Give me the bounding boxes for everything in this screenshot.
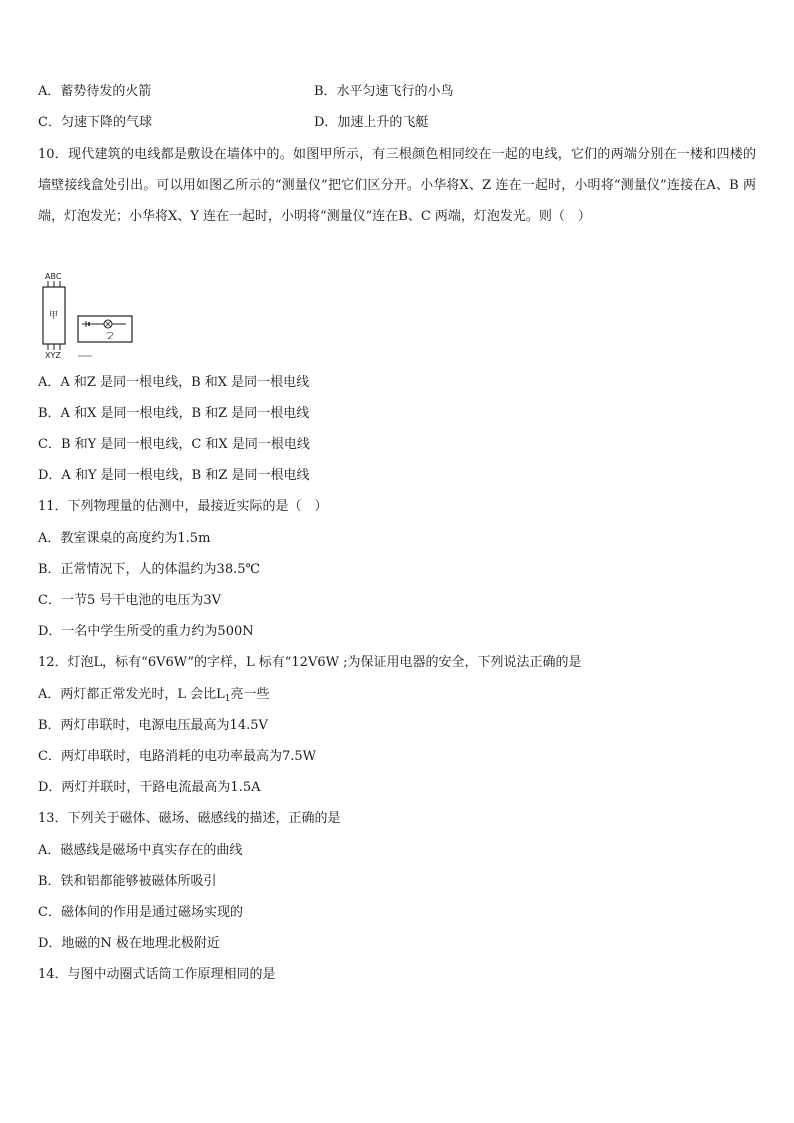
q10-option-d: D．A 和Y 是同一根电线，B 和Z 是同一根电线	[38, 468, 310, 483]
wire-diagram	[38, 270, 148, 360]
q11-stem: 11．下列物理量的估测中，最接近实际的是（ ）	[38, 499, 328, 514]
figure-meter-label: 乙	[106, 331, 114, 340]
q11-option-a: A．教室课桌的高度约为1.5m	[38, 531, 211, 546]
figure-bottom-label: XYZ	[45, 351, 61, 360]
q12-stem: 12．灯泡L，标有“6V6W”的字样，L 标有“12V6W ;为保证用电器的安全，下列说法正确的是	[38, 655, 582, 670]
q9-option-b: B．水平匀速飞行的小鸟	[314, 84, 454, 99]
q13-option-c: C．磁体间的作用是通过磁场实现的	[38, 905, 243, 920]
q12-option-c: C．两灯串联时，电路消耗的电功率最高为7.5W	[38, 749, 316, 764]
q9-option-c: C．匀速下降的气球	[38, 115, 152, 130]
q13-stem: 13．下列关于磁体、磁场、磁感线的描述，正确的是	[38, 811, 341, 826]
q9-option-d: D．加速上升的飞艇	[314, 115, 429, 130]
q11-option-d: D．一名中学生所受的重力约为500N	[38, 624, 254, 639]
q12-option-a-text: A．两灯都正常发光时，L 会比L	[38, 687, 225, 702]
tester-box-yi	[78, 316, 132, 342]
q12-option-b: B．两灯串联时，电源电压最高为14.5V	[38, 718, 268, 733]
q12-option-a-subscript: 1	[224, 694, 231, 704]
q11-option-b: B．正常情况下，人的体温约为38.5℃	[38, 562, 261, 577]
q14-stem: 14．与图中动圈式话筒工作原理相同的是	[38, 967, 276, 982]
q13-option-a: A．磁感线是磁场中真实存在的曲线	[38, 843, 243, 858]
q10-stem: 10．现代建筑的电线都是敷设在墙体中的。如图甲所示，有三根颜色相同绞在一起的电线，它们的两端分别在一楼和四楼的墙壁接线盒处引出。可以用如图乙所示的“测量仪”把它们区分开。小华将X、Z 连在一起时，小明将“测量仪”连接在A、B 两端，灯泡发光；小华将X、Y 连在一起时，小明将“测量仪”连在B、C 两端，灯泡发光。则（ ）	[38, 147, 756, 224]
q10-option-c: C．B 和Y 是同一根电线，C 和X 是同一根电线	[38, 437, 310, 452]
q11-option-c: C．一节5 号干电池的电压为3V	[38, 593, 222, 608]
q10-option-b: B．A 和X 是同一根电线，B 和Z 是同一根电线	[38, 406, 310, 421]
q12-option-a-suffix: 亮一些	[230, 687, 270, 702]
q12-option-d: D．两灯并联时，干路电流最高为1.5A	[38, 780, 261, 795]
q13-option-b: B．铁和铝都能够被磁体所吸引	[38, 874, 217, 889]
figure-top-label: ABC	[45, 272, 62, 281]
q10-option-a: A．A 和Z 是同一根电线，B 和X 是同一根电线	[38, 375, 310, 390]
q12-option-a	[38, 687, 270, 703]
figure-box-label: 甲	[49, 311, 59, 321]
q9-option-a: A．蓄势待发的火箭	[38, 84, 152, 99]
q10-figure	[38, 270, 148, 360]
q13-option-d: D．地磁的N 极在地理北极附近	[38, 936, 220, 951]
